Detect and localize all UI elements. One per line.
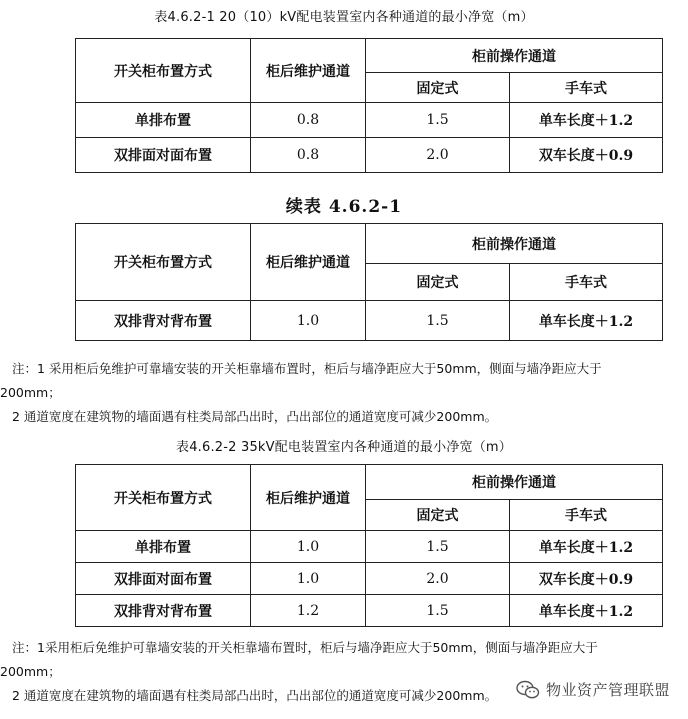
table-cell: 2.0 xyxy=(366,563,510,595)
table1-header-sub1: 固定式 xyxy=(366,73,510,103)
table-cell: 双排面对面布置 xyxy=(76,563,251,595)
table-row xyxy=(76,138,663,173)
table-cell: 1.5 xyxy=(366,301,510,341)
table1-caption: 表4.6.2-1 20（10）kV配电装置室内各种通道的最小净宽（m） xyxy=(154,10,534,25)
notes1 xyxy=(0,357,688,429)
note1-line1b: 200mm； xyxy=(0,385,61,400)
table-cell: 1.0 xyxy=(251,531,366,563)
note2-line1a: 注：1采用柜后免维护可靠墙安装的开关柜靠墙布置时，柜后与墙净距应大于50mm，侧面与墙净距应大于 xyxy=(12,640,598,655)
table-cell: 双排背对背布置 xyxy=(76,595,251,627)
table1-cont-header-sub2: 手车式 xyxy=(510,264,663,301)
table1-header-group: 柜前操作通道 xyxy=(366,39,663,73)
table1 xyxy=(75,38,663,173)
table-cell: 双车长度＋0.9 xyxy=(510,563,663,595)
table-cell: 双排面对面布置 xyxy=(76,138,251,173)
table-cell: 单排布置 xyxy=(76,103,251,138)
wechat-icon xyxy=(516,680,540,700)
table1-header-col1: 开关柜布置方式 xyxy=(76,39,251,103)
table1-header-sub2: 手车式 xyxy=(510,73,663,103)
table-cell: 单车长度＋1.2 xyxy=(510,103,663,138)
table-cell: 1.5 xyxy=(366,103,510,138)
table-cell: 2.0 xyxy=(366,138,510,173)
table1-cont-header-col1: 开关柜布置方式 xyxy=(76,224,251,301)
table-cell: 双排背对背布置 xyxy=(76,301,251,341)
table-row xyxy=(76,531,663,563)
table-row xyxy=(76,563,663,595)
table-cell: 单车长度＋1.2 xyxy=(510,595,663,627)
table-cell: 1.2 xyxy=(251,595,366,627)
note2-line1b: 200mm； xyxy=(0,664,61,679)
table-cell: 单车长度＋1.2 xyxy=(510,531,663,563)
table-row xyxy=(76,301,663,341)
table1-cont-header-col2: 柜后维护通道 xyxy=(251,224,366,301)
table2-header-col1: 开关柜布置方式 xyxy=(76,465,251,531)
table-row xyxy=(76,103,663,138)
table-cell: 0.8 xyxy=(251,138,366,173)
table-cell: 1.5 xyxy=(366,531,510,563)
table2-caption: 表4.6.2-2 35kV配电装置室内各种通道的最小净宽（m） xyxy=(176,440,512,455)
table-cell: 0.8 xyxy=(251,103,366,138)
note2-line2: 2 通道宽度在建筑物的墙面遇有柱类局部凸出时，凸出部位的通道宽度可减少200mm。 xyxy=(12,688,498,703)
note1-line2: 2 通道宽度在建筑物的墙面遇有柱类局部凸出时，凸出部位的通道宽度可减少200mm。 xyxy=(12,409,498,424)
table-cell: 1.0 xyxy=(251,563,366,595)
watermark-text: 物业资产管理联盟 xyxy=(545,681,670,699)
note1-line1a: 注：1 采用柜后免维护可靠墙安装的开关柜靠墙布置时，柜后与墙净距应大于50mm，侧面与墙净距应大于 xyxy=(12,361,602,376)
table1-cont-header-sub1: 固定式 xyxy=(366,264,510,301)
table1-cont-caption: 续表 4.6.2-1 xyxy=(285,197,403,217)
table-cell: 单车长度＋1.2 xyxy=(510,301,663,341)
table-cell: 双车长度＋0.9 xyxy=(510,138,663,173)
table2 xyxy=(75,464,663,627)
table1-cont xyxy=(75,223,663,341)
table2-header-col2: 柜后维护通道 xyxy=(251,465,366,531)
table2-header-sub1: 固定式 xyxy=(366,500,510,531)
watermark xyxy=(512,679,674,700)
table-cell: 1.0 xyxy=(251,301,366,341)
table-row xyxy=(76,595,663,627)
table1-header-col2: 柜后维护通道 xyxy=(251,39,366,103)
table-cell: 单排布置 xyxy=(76,531,251,563)
table1-cont-header-group: 柜前操作通道 xyxy=(366,224,663,264)
table2-header-group: 柜前操作通道 xyxy=(366,465,663,500)
table2-header-sub2: 手车式 xyxy=(510,500,663,531)
table-cell: 1.5 xyxy=(366,595,510,627)
